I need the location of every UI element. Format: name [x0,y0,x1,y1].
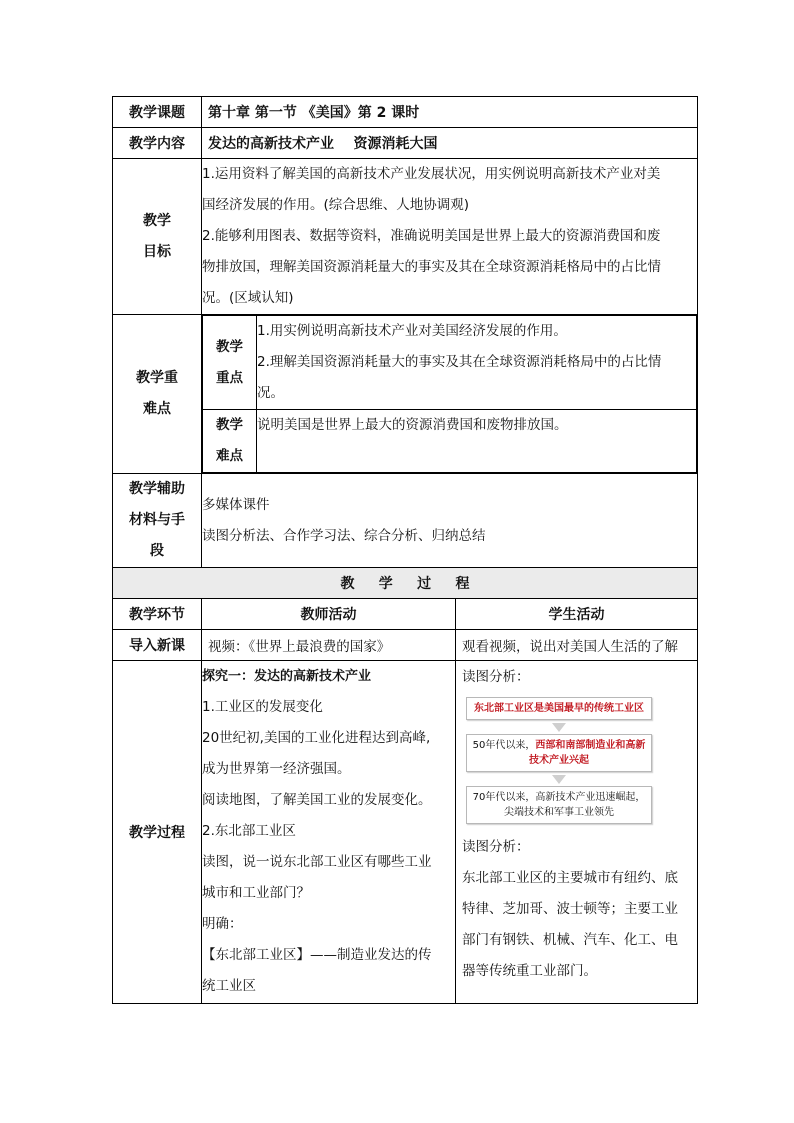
teacher-line: 成为世界第一经济强国。 [202,761,351,777]
goals-line: 1.运用资料了解美国的高新技术产业发展状况，用实例说明高新技术产业对美 [202,166,661,182]
down-arrow-icon [552,723,566,732]
intro-row [113,630,698,661]
topic-value: 第十章 第一节 《美国》第 2 课时 [202,97,698,128]
goals-line: 国经济发展的作用。(综合思维、人地协调观) [202,197,470,213]
flow-arrow [466,772,652,786]
process-header: 教 学 过 程 [113,568,698,599]
process-header-row [113,568,698,599]
student-line: 东北部工业区的主要城市有纽约、底 [462,870,678,886]
aids-label-line: 教学辅助 [129,481,185,497]
teacher-line: 【东北部工业区】——制造业发达的传 [202,947,432,963]
teacher-line: 统工业区 [202,978,256,994]
goals-text [202,159,698,315]
column-student: 学生活动 [456,599,698,630]
content-label: 教学内容 [113,128,202,159]
goals-label [113,159,202,315]
difficulty-label-line: 教学 [216,417,243,433]
intro-stage: 导入新课 [113,630,202,661]
flow-box-50s [466,734,652,772]
topic-label: 教学课题 [113,97,202,128]
teacher-line: 探究一：发达的高新技术产业 [202,669,372,684]
flow-box-50s-prefix: 50年代以来， [472,740,536,751]
focus-line: 况。 [257,385,284,401]
difficulty-label-line: 难点 [216,448,243,464]
key-points-row [113,315,698,474]
aids-label [113,474,202,568]
teacher-line: 20世纪初,美国的工业化进程达到高峰, [202,730,431,746]
difficulty-text: 说明美国是世界上最大的资源消费国和废物排放国。 [257,410,697,473]
flow-box-70s-text: 70年代以来，高新技术产业迅速崛起，尖端技术和军事工业领先 [472,792,646,818]
flow-box-70s [466,786,652,824]
flow-box-50s-highlight: 西部和南部制造业和高新技术产业兴起 [529,740,646,766]
goals-line: 况。(区域认知) [202,290,294,306]
student-line: 特律、芝加哥、波士顿等；主要工业 [462,901,678,917]
aids-label-line: 段 [150,543,164,559]
student-line: 器等传统重工业部门。 [462,963,597,979]
key-points-inner-table [202,315,697,473]
aids-line: 多媒体课件 [202,496,270,513]
flow-arrow [466,720,652,734]
content-row [113,128,698,159]
focus-label [203,316,257,410]
lesson-plan-table [112,96,698,1004]
intro-student: 观看视频，说出对美国人生活的了解 [456,630,698,661]
student-analysis [462,863,691,987]
column-stage: 教学环节 [113,599,202,630]
down-arrow-icon [552,775,566,784]
teacher-line: 明确： [202,916,243,932]
difficulty-label [203,410,257,473]
flow-box-northeast [466,697,652,720]
goals-label-line: 目标 [143,243,171,260]
industry-flowchart [466,697,652,824]
difficulty-row [203,410,697,473]
goals-line: 物排放国，理解美国资源消耗量大的事实及其在全球资源消耗格局中的占比情 [202,259,661,275]
focus-line: 1.用实例说明高新技术产业对美国经济发展的作用。 [257,323,567,339]
teacher-line: 读图，说一说东北部工业区有哪些工业 [202,854,432,870]
flow-box-northeast-text: 东北部工业区是美国最早的传统工业区 [474,703,644,714]
intro-teacher: 视频：《世界上最浪费的国家》 [202,630,456,661]
key-points-cell [202,315,698,474]
focus-row [203,316,697,410]
aids-label-line: 材料与手 [129,512,185,528]
goals-label-line: 教学 [143,212,171,229]
teacher-line: 1.工业区的发展变化 [202,699,323,715]
process-teacher [202,661,456,1004]
focus-line: 2.理解美国资源消耗量大的事实及其在全球资源消耗格局中的占比情 [257,354,662,370]
process-student [456,661,698,1004]
column-header-row [113,599,698,630]
process-stage: 教学过程 [113,661,202,1004]
teacher-line: 2.东北部工业区 [202,823,296,839]
key-points-label-line: 难点 [143,401,171,417]
teacher-line: 阅读地图，了解美国工业的发展变化。 [202,792,432,808]
goals-line: 2.能够利用图表、数据等资料，准确说明美国是世界上最大的资源消费国和废 [202,228,661,244]
focus-label-line: 教学 [216,338,243,355]
key-points-label [113,315,202,474]
key-points-label-line: 教学重 [136,370,178,386]
focus-text [257,316,697,410]
process-row [113,661,698,1004]
aids-line: 读图分析法、合作学习法、综合分析、归纳总结 [202,527,486,544]
aids-text [202,474,698,568]
goals-row [113,159,698,315]
focus-label-line: 重点 [216,369,243,386]
aids-row [113,474,698,568]
student-read-label: 读图分析： [462,669,530,685]
content-value: 发达的高新技术产业 资源消耗大国 [202,128,698,159]
student-read-label-2: 读图分析： [462,839,530,855]
teacher-line: 城市和工业部门？ [202,885,310,901]
topic-row [113,97,698,128]
student-line: 部门有钢铁、机械、汽车、化工、电 [462,932,678,948]
column-teacher: 教师活动 [202,599,456,630]
